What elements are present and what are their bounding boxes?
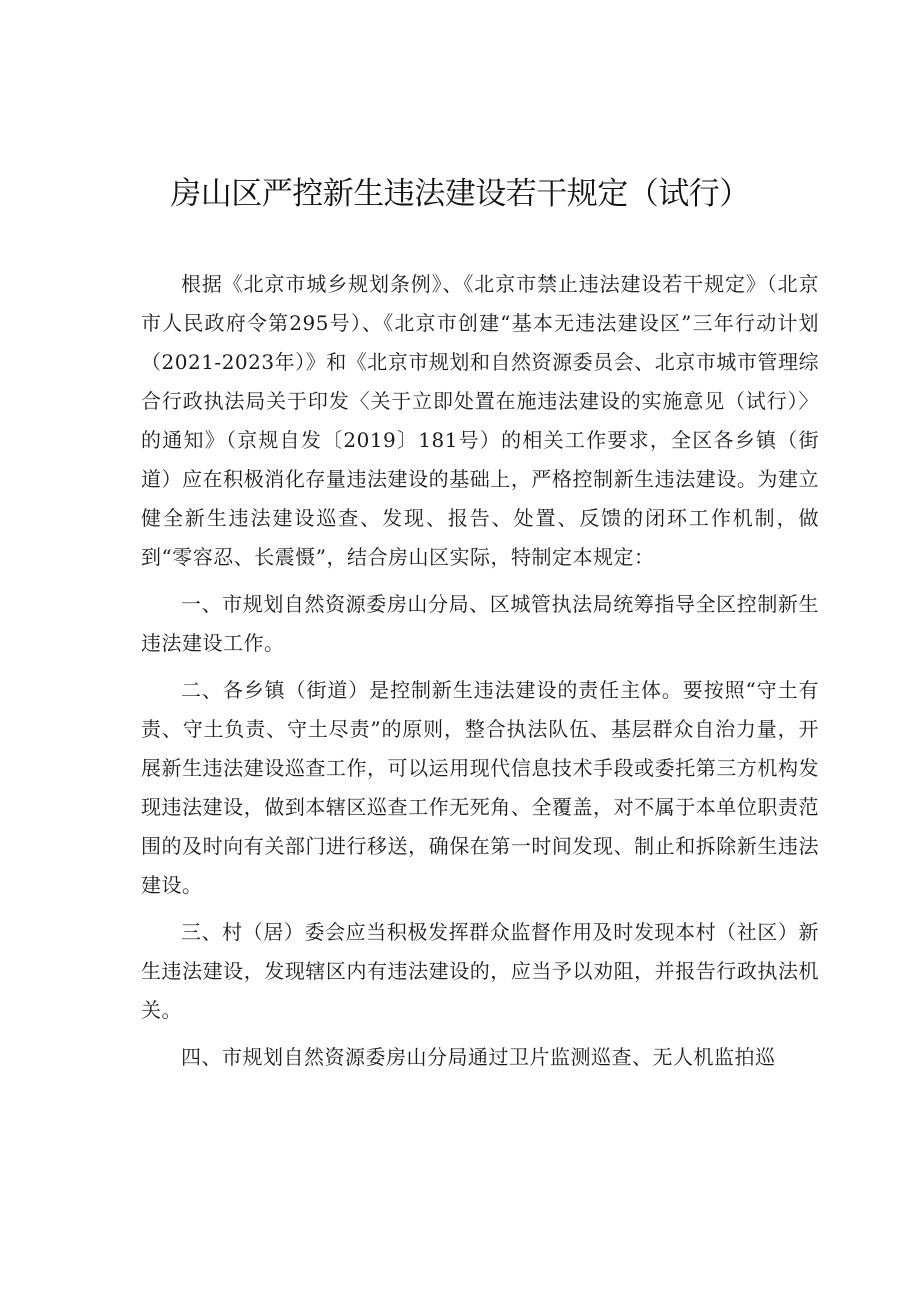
paragraph-article-3: 三、村（居）委会应当积极发挥群众监督作用及时发现本村（社区）新生违法建设，发现辖区内有违法建设的，应当予以劝阻，并报告行政执法机关。 — [141, 920, 819, 1022]
paragraph-intro: 根据《北京市城乡规划条例》、《北京市禁止违法建设若干规定》（北京市人民政府令第295号）、《北京市创建“基本无违法建设区”三年行动计划（2021-2023年）》和《北京市规划和自然资源委员会、北京市城市管理综合行政执法局关于印发〈关于立即处置在施违法建设的实施意见（试行）〉的通知》（京规自发〔2019〕181号）的相关工作要求，全区各乡镇（街道）应在积极消化存量违法建设的基础上，严格控制新生违法建设。为建立健全新生违法建设巡查、发现、报告、处置、反馈的闭环工作机制，做到“零容忍、长震慑”，结合房山区实际，特制定本规定： — [141, 272, 819, 569]
document-title: 房山区严控新生违法建设若干规定（试行） — [170, 176, 750, 212]
document-body — [141, 265, 819, 1079]
paragraph-article-2: 二、各乡镇（街道）是控制新生违法建设的责任主体。要按照“守土有责、守土负责、守土尽责”的原则，整合执法队伍、基层群众自治力量，开展新生违法建设巡查工作，可以运用现代信息技术手段或委托第三方机构发现违法建设，做到本辖区巡查工作无死角、全覆盖，对不属于本单位职责范围的及时向有关部门进行移送，确保在第一时间发现、制止和拆除新生违法建设。 — [141, 678, 819, 897]
paragraph-article-1: 一、市规划自然资源委房山分局、区城管执法局统筹指导全区控制新生违法建设工作。 — [141, 592, 819, 655]
paragraph-article-4: 四、市规划自然资源委房山分局通过卫片监测巡查、无人机监拍巡 — [181, 1045, 776, 1069]
